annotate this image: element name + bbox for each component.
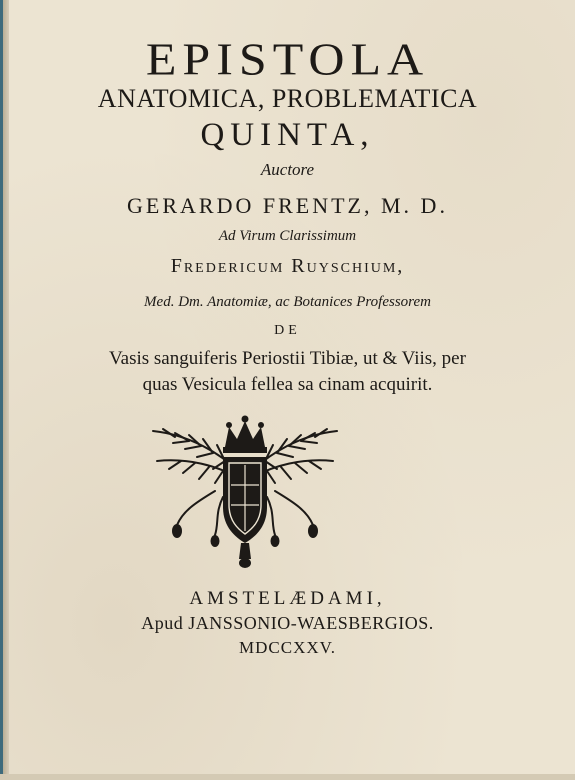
title-line-1: EPISTOLA: [145, 33, 430, 85]
subject-line-2: quas Vesicula fellea sa cinam acquirit.: [142, 374, 433, 395]
recipient-title: Med. Dm. Anatomiæ, ac Botanices Professorem: [144, 294, 431, 310]
dedication-line: Ad Virum Clarissimum: [218, 228, 357, 244]
imprint-year: MDCCXXV.: [239, 638, 336, 657]
imprint-printer: Apud JANSSONIO-WAESBERGIOS.: [141, 613, 434, 633]
imprint-place: AMSTELÆDAMI,: [189, 588, 386, 609]
page-bottom-edge: [0, 774, 575, 780]
auctore-label: Auctore: [260, 160, 315, 179]
recipient-name: Fredericum Ruyschium,: [170, 255, 405, 277]
subject-line-1: Vasis sanguiferis Periostii Tibiæ, ut & Viis, per: [109, 348, 466, 369]
printers-device-icon: [145, 413, 345, 570]
title-line-3: QUINTA,: [200, 117, 375, 153]
author-name: GERARDO FRENTZ, M. D.: [127, 193, 448, 218]
de-label: DE: [274, 323, 301, 338]
title-line-2: ANATOMICA, PROBLEMATICA: [97, 84, 478, 113]
